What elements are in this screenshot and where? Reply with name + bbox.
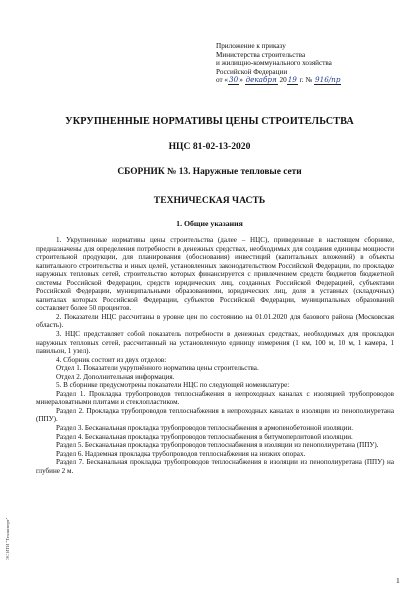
page-number: 1	[396, 576, 400, 585]
body-text	[36, 234, 394, 475]
date-year-prefix: 20	[279, 76, 287, 85]
date-day: 30	[229, 75, 239, 85]
collection-title: СБОРНИК № 13. Наружные тепловые сети	[117, 167, 302, 177]
paragraph: 1. Укрупненные нормативы цены строительства (далее – НЦС), приведенные в настоящем сборнике, предназначены для определения потребности в денежных средствах, необходимых для создания единицы мощности строительной продукции, для планирования (обоснования) инвестиций (капитальных вложений) в объекты капитального строительства и иных целей, установленных законодательством Российской Федерации, по прокладке наружных тепловых сетей, строительство которых финансируется с привлечением средств бюджетов бюджетной системы Российской Федерации, средств юридических лиц, созданных Российской Федерацией, субъектами Российской Федерации, муниципальными образованиями, юридических лиц, доля в уставных (складочных) капиталах которых Российской Федерации, субъектов Российской Федерации, муниципальных образований составляет более 50 процентов.	[36, 236, 394, 313]
date-mid: »	[239, 76, 243, 85]
paragraph: Отдел 1. Показатели укрупнённого норматива цены строительства.	[56, 364, 259, 373]
section-title: 1. Общие указания	[176, 219, 243, 228]
paragraph: Раздел 3. Бесканальная прокладка трубопроводов теплоснабжения в армопенобетонной изоляции.	[56, 424, 354, 433]
annex-line-1: Приложение к приказу	[216, 42, 286, 50]
norm-code: НЦС 81-02-13-2020	[168, 141, 251, 152]
paragraph: Раздел 4. Бесканальная прокладка трубопроводов теплоснабжения в битумоперлитовой изоляции.	[56, 432, 353, 441]
paragraph: Раздел 2. Прокладка трубопроводов теплоснабжения в непроходных каналах в изоляции из пенополиуретана (ППУ).	[36, 406, 394, 424]
paragraph: 2. Показатели НЦС рассчитаны в уровне цен по состоянию на 01.01.2020 для базового района (Московская область).	[36, 312, 394, 330]
order-number: 916/пр	[315, 75, 341, 85]
paragraph: Раздел 5. Бесканальная прокладка трубопроводов теплоснабжения в изоляции из пенополиуретана (ППУ).	[56, 441, 379, 450]
annex-block	[216, 42, 406, 85]
paragraph: Раздел 6. Надземная прокладка трубопроводов теплоснабжения на низких опорах.	[56, 449, 306, 458]
paragraph: 4. Сборник состоит из двух отделов:	[56, 355, 167, 364]
annex-line-2: Министерства строительства	[216, 50, 306, 59]
date-year: 19	[287, 75, 297, 85]
date-prefix: от «	[216, 76, 229, 85]
date-suffix: г. №	[299, 76, 313, 85]
part-title: ТЕХНИЧЕСКАЯ ЧАСТЬ	[153, 195, 266, 206]
annex-date-line	[216, 76, 406, 85]
annex-line-4: Российской Федерации	[216, 67, 288, 76]
paragraph: Отдел 2. Дополнительная информация.	[56, 372, 175, 381]
annex-line-3: и жилищно-коммунального хозяйства	[216, 59, 332, 68]
main-title: УКРУПНЕННЫЕ НОРМАТИВЫ ЦЕНЫ СТРОИТЕЛЬСТВА	[65, 116, 354, 127]
paragraph: 3. НЦС представляет собой показатель потребности в денежных средствах, необходимых для прокладки наружных тепловых сетей, рассчитанный на установленную единицу измерения (1 км, 100 м, 10 м, 1 камера, 1 павильон, 1 узел).	[36, 330, 394, 356]
side-watermark: ЭС ИТИ "Техэксперт"	[5, 517, 10, 560]
date-month: декабря	[245, 75, 277, 85]
paragraph: Раздел 1. Прокладка трубопроводов теплоснабжения в непроходных каналах с изоляцией трубопроводов минераловатными плитами и стеклопластиком.	[36, 389, 394, 407]
paragraph: Раздел 7. Бесканальная прокладка трубопроводов теплоснабжения в изоляции из пенополиуретана (ППУ) на глубине 2 м.	[36, 458, 394, 475]
paragraph: 5. В сборнике предусмотрены показатели НЦС по следующей номенклатуре:	[56, 381, 290, 390]
